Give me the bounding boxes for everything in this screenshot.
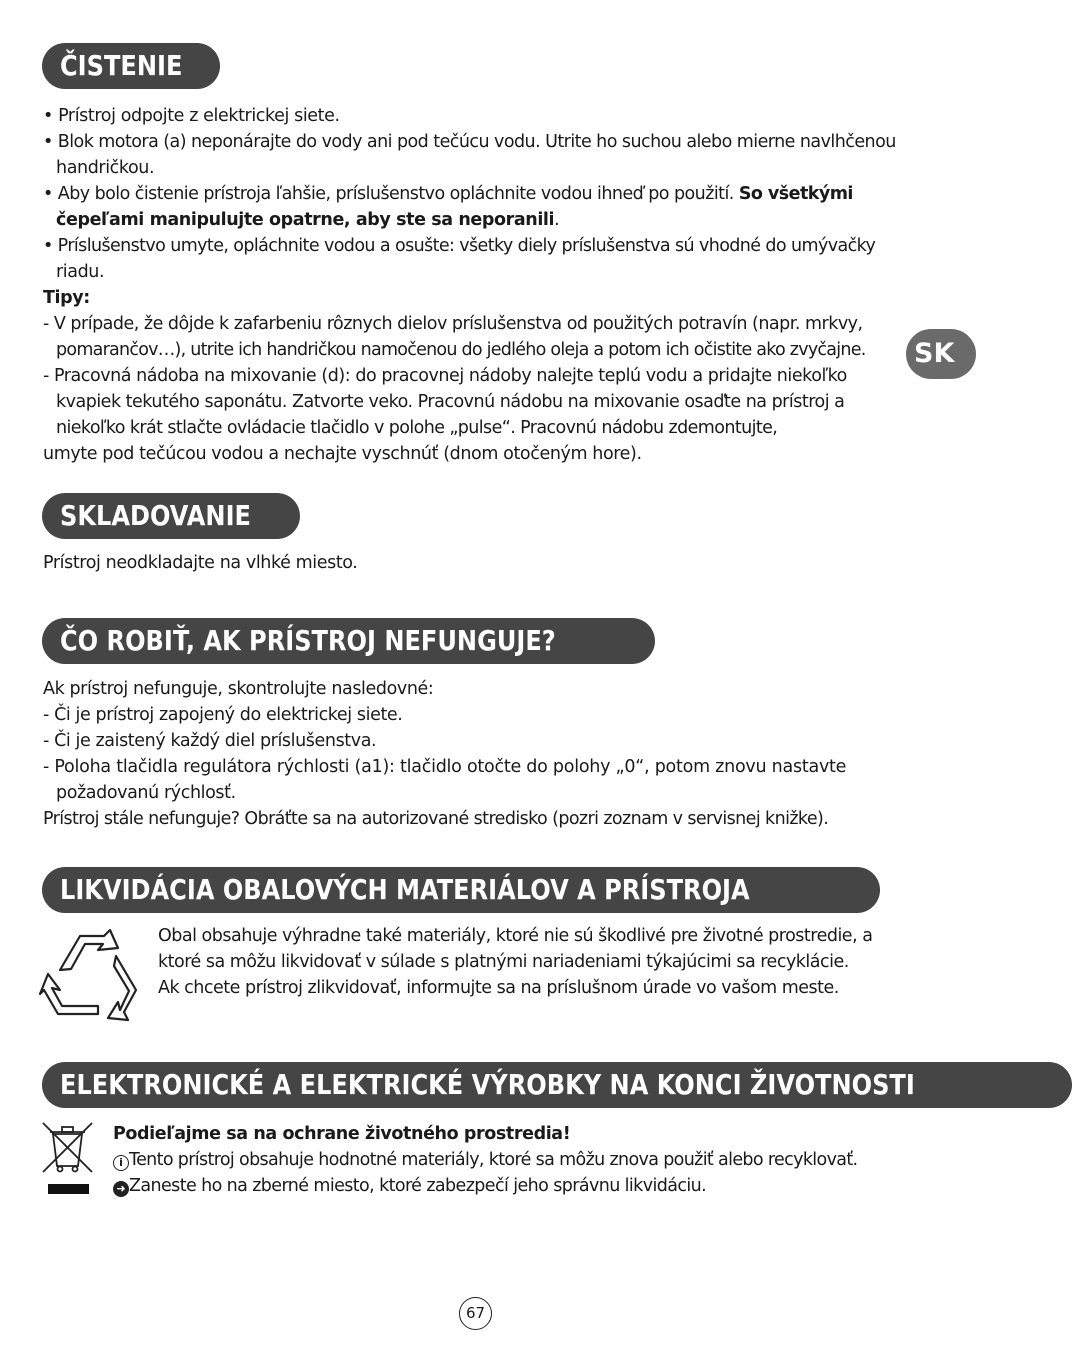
cleaning-body: [43, 103, 907, 467]
cleaning-line: • Príslušenstvo umyte, opláchnite vodou a osušte: všetky diely príslušenstva sú vhodné do umývačky: [43, 236, 876, 256]
heading-troubleshooting-text: ČO ROBIŤ, AK PRÍSTROJ NEFUNGUJE?: [60, 624, 556, 657]
weee-line-text: Tento prístroj obsahuje hodnotné materiály, ktoré sa môžu znova použiť alebo recyklovať.: [129, 1150, 858, 1170]
tips-line: kvapiek tekutého saponátu. Zatvorte veko. Pracovnú nádobu na mixovanie osaďte na prístroj a: [56, 392, 845, 412]
heading-weee-text: ELEKTRONICKÉ A ELEKTRICKÉ VÝROBKY NA KONCI ŽIVOTNOSTI: [60, 1068, 915, 1101]
tips-line: niekoľko krát stlačte ovládacie tlačidlo v polohe „pulse“. Pracovnú nádobu zdemontujte,: [56, 418, 778, 438]
disposal-body: [158, 923, 907, 1001]
storage-text: Prístroj neodkladajte na vlhké miesto.: [43, 553, 358, 573]
disposal-line: Obal obsahuje výhradne také materiály, ktoré nie sú škodlivé pre životné prostredie, a: [158, 926, 873, 946]
troubleshooting-line: - Či je zaistený každý diel príslušenstva.: [43, 731, 377, 751]
cleaning-warning-bold: čepeľami manipulujte opatrne, aby ste sa neporanili: [56, 210, 555, 230]
troubleshooting-line: Ak prístroj nefunguje, skontrolujte nasledovné:: [43, 679, 434, 699]
tips-line: umyte pod tečúcou vodou a nechajte vyschnúť (dnom otočeným hore).: [43, 444, 642, 464]
tips-line: - V prípade, že dôjde k zafarbeniu rôznych dielov príslušenstva od použitých potravín (napr. mrkvy,: [43, 314, 863, 334]
troubleshooting-body: [43, 676, 907, 832]
info-icon: i: [113, 1155, 129, 1171]
tips-line: pomarančov…), utrite ich handričkou namočenou do jedlého oleja a potom ich očistite ako zvyčajne.: [56, 340, 866, 360]
troubleshooting-line: Prístroj stále nefunguje? Obráťte sa na autorizované stredisko (pozri zoznam v servisnej knižke).: [43, 809, 829, 829]
heading-weee: [42, 1062, 1072, 1108]
heading-disposal: [42, 867, 880, 913]
weee-line: [113, 1147, 913, 1173]
cleaning-line: [43, 181, 907, 207]
recycle-icon: [40, 926, 146, 1024]
troubleshooting-line: požadovanú rýchlosť.: [56, 783, 236, 803]
cleaning-line: riadu.: [56, 262, 105, 282]
weee-subtitle: Podieľajme sa na ochrane životného prostredia!: [113, 1124, 571, 1144]
cleaning-line: [43, 207, 907, 233]
heading-disposal-text: LIKVIDÁCIA OBALOVÝCH MATERIÁLOV A PRÍSTROJA: [60, 873, 750, 906]
heading-cleaning-text: ČISTENIE: [60, 49, 183, 82]
heading-troubleshooting: [42, 618, 655, 664]
weee-line-text: Zaneste ho na zberné miesto, ktoré zabezpečí jeho správnu likvidáciu.: [129, 1176, 707, 1196]
tips-label: Tipy:: [43, 288, 90, 308]
disposal-line: ktoré sa môžu likvidovať v súlade s platnými nariadeniami týkajúcimi sa recyklácie.: [158, 952, 849, 972]
cleaning-line: handričkou.: [56, 158, 155, 178]
storage-body: [43, 550, 907, 576]
language-tab: SK: [906, 329, 976, 379]
cleaning-text: .: [554, 210, 560, 230]
arrow-right-icon: ➜: [113, 1181, 129, 1197]
disposal-line: Ak chcete prístroj zlikvidovať, informujte sa na príslušnom úrade vo vašom meste.: [158, 978, 839, 998]
weee-line: [113, 1173, 913, 1199]
tips-line: - Pracovná nádoba na mixovanie (d): do pracovnej nádoby nalejte teplú vodu a pridajte niekoľko: [43, 366, 847, 386]
page-number: 67: [459, 1297, 492, 1330]
troubleshooting-line: - Poloha tlačidla regulátora rýchlosti (a1): tlačidlo otočte do polohy „0“, potom znovu nastavte: [43, 757, 847, 777]
cleaning-warning-bold: So všetkými: [738, 184, 853, 204]
cleaning-text: • Aby bolo čistenie prístroja ľahšie, príslušenstvo opláchnite vodou ihneď po použití.: [43, 184, 734, 204]
heading-storage: [42, 493, 300, 539]
troubleshooting-line: - Či je prístroj zapojený do elektrickej siete.: [43, 705, 403, 725]
cleaning-line: • Blok motora (a) neponárajte do vody ani pod tečúcu vodu. Utrite ho suchou alebo mierne navlhčenou: [43, 132, 896, 152]
weee-body: [113, 1121, 913, 1199]
crossed-bin-icon: [40, 1120, 96, 1198]
heading-storage-text: SKLADOVANIE: [60, 499, 252, 532]
heading-cleaning: [42, 43, 220, 89]
cleaning-line: • Prístroj odpojte z elektrickej siete.: [43, 106, 340, 126]
